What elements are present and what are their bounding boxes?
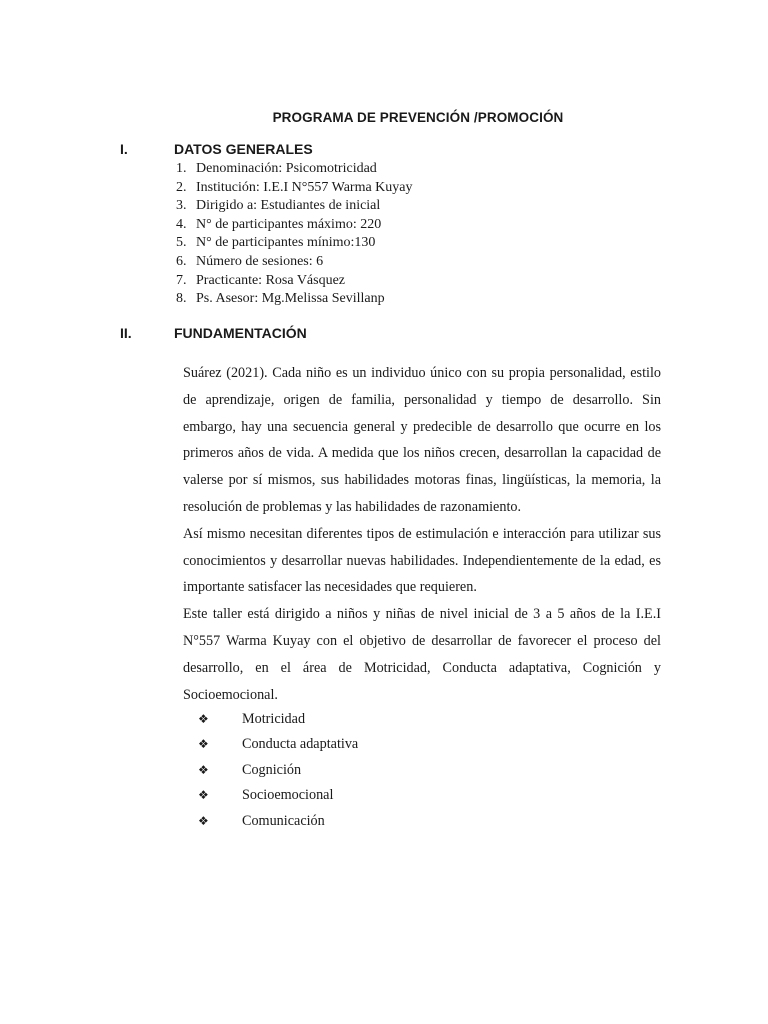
paragraph: Suárez (2021). Cada niño es un individuo único con su propia personalidad, estilo de aprendizaje, origen de familia, personalidad y tiempo de desarrollo. Sin embargo, hay una secuencia general y predecible de desarrollo que ocurre en los primeros años de vida. A medida que los niños crecen, desarrollan la capacidad de valerse por sí mismos, sus habilidades motoras finas, lingüísticas, la memoria, la resolución de problemas y las habilidades de razonamiento.: [183, 365, 661, 515]
bullet-text: Cognición: [242, 761, 302, 778]
section-number: I.: [120, 141, 128, 157]
paragraph: Este taller está dirigido a niños y niñas de nivel inicial de 3 a 5 años de la I.E.I N°557 Warma Kuyay con el objetivo de desarrollar de favorecer el proceso del desarrollo, en el área de Motricidad, Conducta adaptativa, Cognición y Socioemocional.: [183, 606, 661, 703]
list-item: [176, 234, 413, 253]
item-number: 3.: [176, 198, 187, 214]
bullet-text: Socioemocional: [242, 787, 334, 804]
item-number: 5.: [176, 235, 187, 251]
list-item: [198, 732, 358, 757]
bullet-text: Conducta adaptativa: [242, 736, 359, 753]
list-item: [176, 290, 413, 309]
section-title: FUNDAMENTACIÓN: [174, 325, 307, 341]
item-text: Dirigido a: Estudiantes de inicial: [196, 198, 381, 214]
list-item: [198, 809, 358, 834]
fundamentacion-body: [183, 360, 661, 708]
list-item: [198, 758, 358, 783]
list-item: [198, 783, 358, 808]
diamond-bullet-icon: ❖: [198, 813, 209, 828]
item-text: Número de sesiones: 6: [196, 253, 324, 269]
item-text: Practicante: Rosa Vásquez: [196, 272, 346, 288]
bullet-text: Comunicación: [242, 812, 325, 829]
section-number: II.: [120, 325, 132, 341]
item-text: N° de participantes mínimo:130: [196, 235, 376, 251]
list-item: [176, 160, 413, 179]
page-title: PROGRAMA DE PREVENCIÓN /PROMOCIÓN: [272, 110, 564, 125]
list-item: [176, 253, 413, 272]
list-item: [176, 216, 413, 235]
item-number: 7.: [176, 272, 187, 288]
item-text: Ps. Asesor: Mg.Melissa Sevillanp: [196, 291, 385, 307]
list-item: [176, 272, 413, 291]
item-number: 1.: [176, 161, 187, 176]
item-text: N° de participantes máximo: 220: [196, 216, 382, 232]
item-number: 6.: [176, 253, 187, 269]
paragraph: Así mismo necesitan diferentes tipos de estimulación e interacción para utilizar sus conocimientos y desarrollar nuevas habilidades. Independientemente de la edad, es importante satisfacer las necesidades que requieren.: [183, 525, 661, 596]
item-number: 2.: [176, 179, 187, 195]
diamond-bullet-icon: ❖: [198, 712, 209, 726]
diamond-bullet-icon: ❖: [198, 788, 209, 803]
list-item: [176, 197, 413, 216]
bullet-text: Motricidad: [242, 711, 306, 727]
item-number: 8.: [176, 291, 187, 307]
diamond-bullet-icon: ❖: [198, 737, 209, 752]
item-number: 4.: [176, 216, 187, 232]
area-bullet-list: [198, 707, 358, 834]
item-text: Denominación: Psicomotricidad: [196, 161, 377, 176]
item-text: Institución: I.E.I N°557 Warma Kuyay: [196, 179, 413, 195]
section-title: DATOS GENERALES: [174, 141, 313, 157]
general-data-list: [176, 160, 413, 309]
list-item: [176, 179, 413, 198]
list-item: [198, 707, 358, 732]
diamond-bullet-icon: ❖: [198, 762, 209, 777]
